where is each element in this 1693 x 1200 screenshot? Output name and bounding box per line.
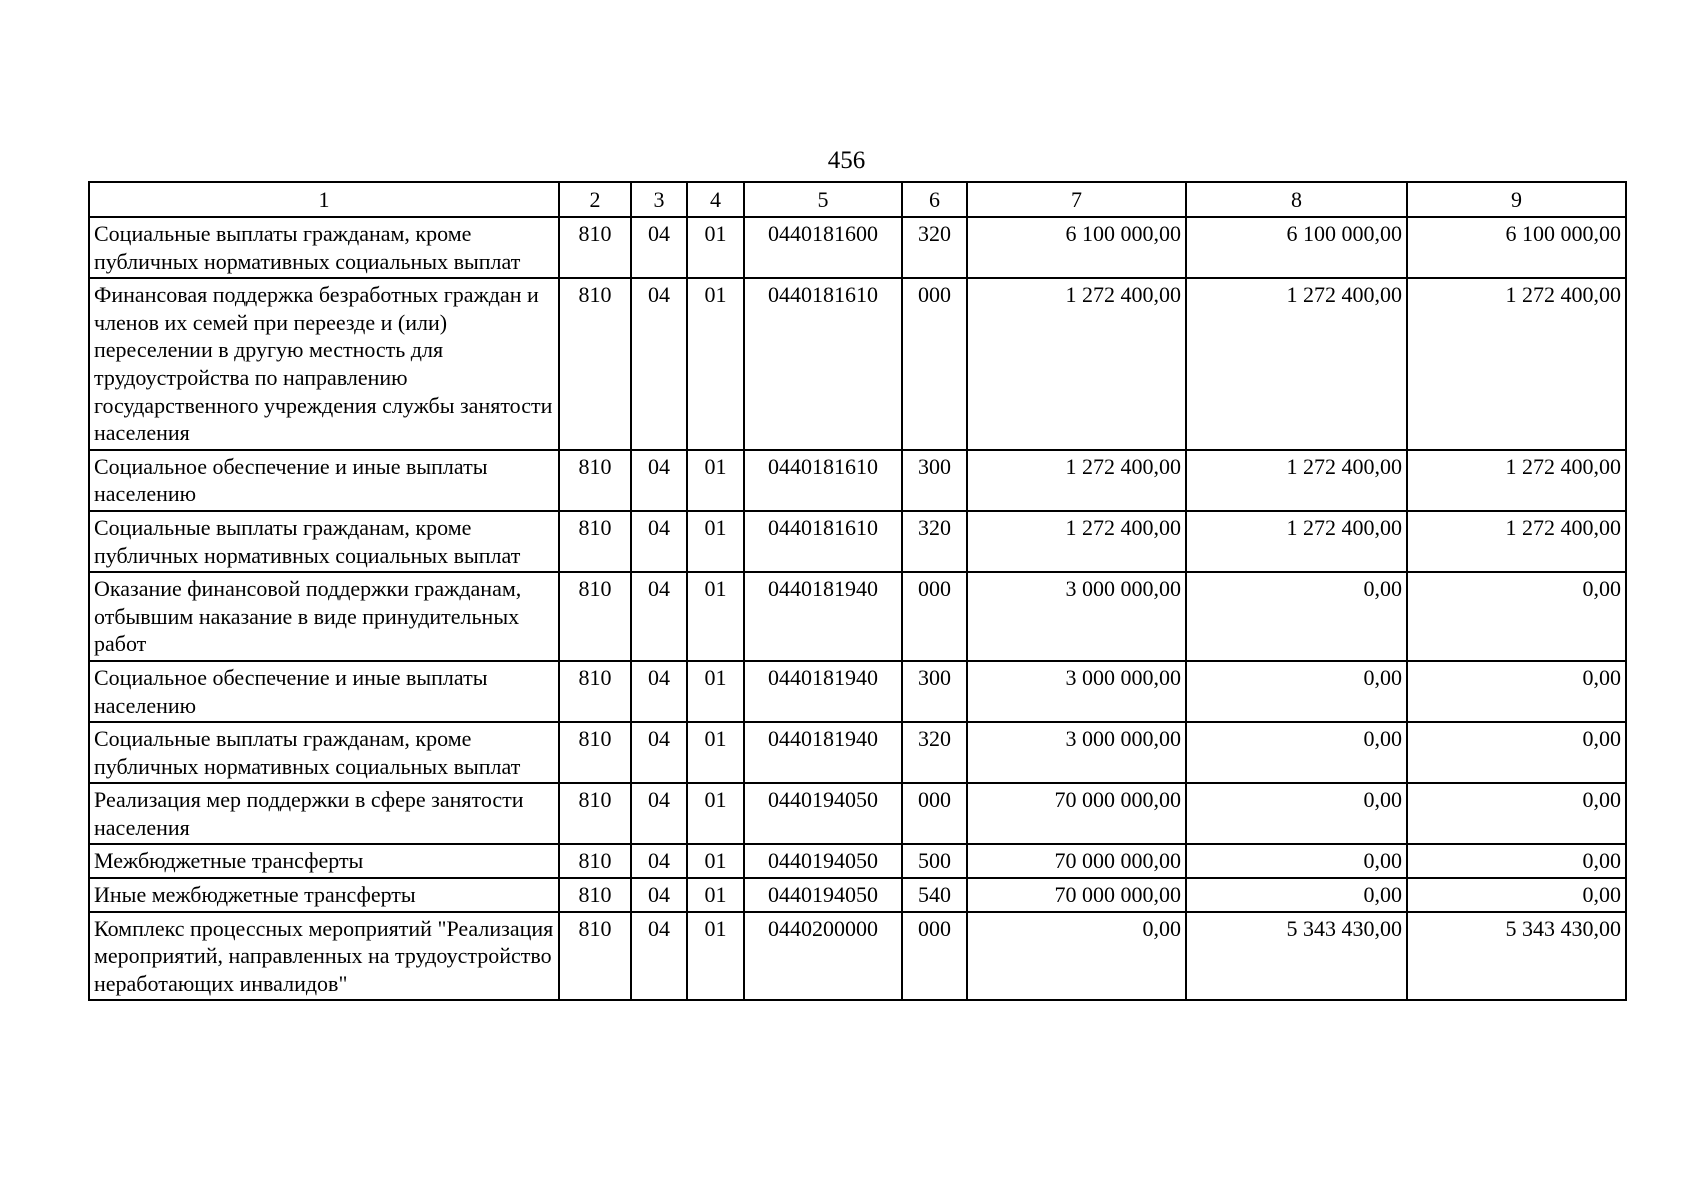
code-cell: 300 xyxy=(902,450,967,511)
code-cell: 0440194050 xyxy=(744,844,902,878)
amount-cell: 6 100 000,00 xyxy=(967,217,1186,278)
amount-cell: 0,00 xyxy=(1407,661,1626,722)
amount-cell: 3 000 000,00 xyxy=(967,661,1186,722)
code-cell: 0440181940 xyxy=(744,722,902,783)
amount-cell: 1 272 400,00 xyxy=(1186,278,1407,450)
column-header: 1 xyxy=(89,182,559,217)
code-cell: 01 xyxy=(687,278,744,450)
code-cell: 810 xyxy=(559,844,631,878)
code-cell: 320 xyxy=(902,511,967,572)
row-name: Комплекс процессных мероприятий "Реализация мероприятий, направленных на трудоустройство неработающих инвалидов" xyxy=(89,912,559,1001)
table-row xyxy=(89,217,1626,278)
table-row xyxy=(89,912,1626,1001)
code-cell: 0440181610 xyxy=(744,278,902,450)
page-number: 456 xyxy=(827,147,866,174)
code-cell: 810 xyxy=(559,878,631,912)
amount-cell: 1 272 400,00 xyxy=(1186,450,1407,511)
code-cell: 04 xyxy=(631,912,687,1001)
amount-cell: 0,00 xyxy=(1186,878,1407,912)
code-cell: 810 xyxy=(559,278,631,450)
table-row xyxy=(89,572,1626,661)
amount-cell: 6 100 000,00 xyxy=(1407,217,1626,278)
code-cell: 04 xyxy=(631,878,687,912)
column-header: 5 xyxy=(744,182,902,217)
code-cell: 300 xyxy=(902,661,967,722)
row-name: Оказание финансовой поддержки гражданам, отбывшим наказание в виде принудительных работ xyxy=(89,572,559,661)
column-header: 2 xyxy=(559,182,631,217)
row-name: Финансовая поддержка безработных граждан и членов их семей при переезде и (или) переселении в другую местность для трудоустройства по направлению государственного учреждения службы занятости населения xyxy=(89,278,559,450)
amount-cell: 0,00 xyxy=(1186,783,1407,844)
table-row xyxy=(89,450,1626,511)
amount-cell: 0,00 xyxy=(1407,878,1626,912)
code-cell: 000 xyxy=(902,278,967,450)
code-cell: 0440194050 xyxy=(744,783,902,844)
row-name: Социальные выплаты гражданам, кроме публичных нормативных социальных выплат xyxy=(89,217,559,278)
code-cell: 0440181610 xyxy=(744,450,902,511)
column-header: 4 xyxy=(687,182,744,217)
amount-cell: 1 272 400,00 xyxy=(967,511,1186,572)
table-row xyxy=(89,844,1626,878)
amount-cell: 1 272 400,00 xyxy=(967,278,1186,450)
table-row xyxy=(89,722,1626,783)
code-cell: 810 xyxy=(559,912,631,1001)
code-cell: 000 xyxy=(902,783,967,844)
table-row xyxy=(89,511,1626,572)
amount-cell: 0,00 xyxy=(1186,661,1407,722)
code-cell: 01 xyxy=(687,217,744,278)
code-cell: 01 xyxy=(687,912,744,1001)
code-cell: 810 xyxy=(559,217,631,278)
amount-cell: 3 000 000,00 xyxy=(967,572,1186,661)
amount-cell: 0,00 xyxy=(1407,783,1626,844)
code-cell: 0440181940 xyxy=(744,572,902,661)
code-cell: 0440200000 xyxy=(744,912,902,1001)
code-cell: 01 xyxy=(687,844,744,878)
column-header: 3 xyxy=(631,182,687,217)
code-cell: 04 xyxy=(631,572,687,661)
column-header: 9 xyxy=(1407,182,1626,217)
code-cell: 04 xyxy=(631,844,687,878)
amount-cell: 3 000 000,00 xyxy=(967,722,1186,783)
amount-cell: 70 000 000,00 xyxy=(967,844,1186,878)
code-cell: 04 xyxy=(631,278,687,450)
code-cell: 04 xyxy=(631,217,687,278)
code-cell: 320 xyxy=(902,722,967,783)
table-row xyxy=(89,878,1626,912)
code-cell: 0440181610 xyxy=(744,511,902,572)
amount-cell: 70 000 000,00 xyxy=(967,878,1186,912)
code-cell: 540 xyxy=(902,878,967,912)
code-cell: 320 xyxy=(902,217,967,278)
amount-cell: 5 343 430,00 xyxy=(1186,912,1407,1001)
code-cell: 04 xyxy=(631,661,687,722)
row-name: Межбюджетные трансферты xyxy=(89,844,559,878)
amount-cell: 0,00 xyxy=(1407,722,1626,783)
amount-cell: 0,00 xyxy=(967,912,1186,1001)
amount-cell: 0,00 xyxy=(1186,722,1407,783)
code-cell: 01 xyxy=(687,783,744,844)
code-cell: 0440194050 xyxy=(744,878,902,912)
row-name: Социальные выплаты гражданам, кроме публичных нормативных социальных выплат xyxy=(89,722,559,783)
row-name: Социальное обеспечение и иные выплаты населению xyxy=(89,661,559,722)
code-cell: 04 xyxy=(631,511,687,572)
code-cell: 810 xyxy=(559,783,631,844)
header-row xyxy=(89,182,1626,217)
code-cell: 810 xyxy=(559,572,631,661)
table-row xyxy=(89,661,1626,722)
code-cell: 01 xyxy=(687,661,744,722)
amount-cell: 1 272 400,00 xyxy=(1407,511,1626,572)
table-row xyxy=(89,278,1626,450)
code-cell: 500 xyxy=(902,844,967,878)
code-cell: 000 xyxy=(902,572,967,661)
row-name: Социальное обеспечение и иные выплаты населению xyxy=(89,450,559,511)
column-header: 8 xyxy=(1186,182,1407,217)
code-cell: 810 xyxy=(559,511,631,572)
code-cell: 0440181940 xyxy=(744,661,902,722)
table-row xyxy=(89,783,1626,844)
code-cell: 01 xyxy=(687,450,744,511)
amount-cell: 1 272 400,00 xyxy=(967,450,1186,511)
amount-cell: 0,00 xyxy=(1186,572,1407,661)
amount-cell: 0,00 xyxy=(1407,572,1626,661)
amount-cell: 6 100 000,00 xyxy=(1186,217,1407,278)
code-cell: 0440181600 xyxy=(744,217,902,278)
column-header: 7 xyxy=(967,182,1186,217)
code-cell: 810 xyxy=(559,661,631,722)
row-name: Социальные выплаты гражданам, кроме публичных нормативных социальных выплат xyxy=(89,511,559,572)
amount-cell: 1 272 400,00 xyxy=(1407,450,1626,511)
code-cell: 04 xyxy=(631,783,687,844)
code-cell: 01 xyxy=(687,722,744,783)
code-cell: 01 xyxy=(687,878,744,912)
amount-cell: 0,00 xyxy=(1407,844,1626,878)
budget-table xyxy=(88,181,1627,1001)
code-cell: 01 xyxy=(687,572,744,661)
row-name: Иные межбюджетные трансферты xyxy=(89,878,559,912)
code-cell: 01 xyxy=(687,511,744,572)
amount-cell: 1 272 400,00 xyxy=(1407,278,1626,450)
code-cell: 04 xyxy=(631,450,687,511)
code-cell: 04 xyxy=(631,722,687,783)
row-name: Реализация мер поддержки в сфере занятости населения xyxy=(89,783,559,844)
code-cell: 810 xyxy=(559,722,631,783)
column-header: 6 xyxy=(902,182,967,217)
code-cell: 000 xyxy=(902,912,967,1001)
amount-cell: 0,00 xyxy=(1186,844,1407,878)
code-cell: 810 xyxy=(559,450,631,511)
amount-cell: 1 272 400,00 xyxy=(1186,511,1407,572)
amount-cell: 70 000 000,00 xyxy=(967,783,1186,844)
amount-cell: 5 343 430,00 xyxy=(1407,912,1626,1001)
